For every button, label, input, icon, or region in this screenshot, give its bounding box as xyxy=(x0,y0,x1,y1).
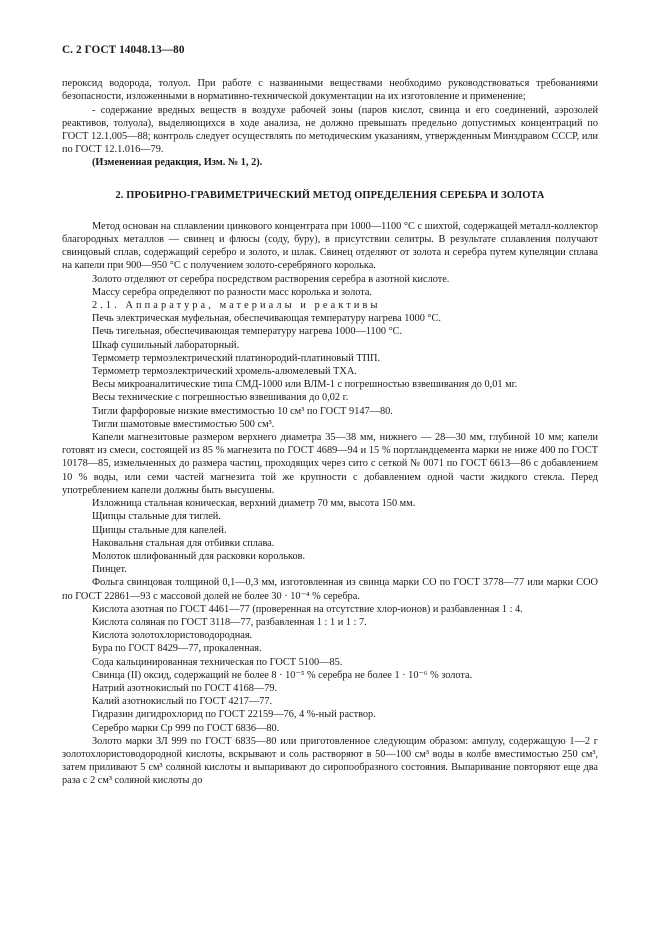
list-item: Серебро марки Ср 999 по ГОСТ 6836—80. xyxy=(92,722,280,734)
list-item: Золото марки ЗЛ 999 по ГОСТ 6835—80 или приготовленное следующим образом: ампулу, содержащую 1—2 г золотохлористоводородной кислоты, вскрывают и соль растворяют в 50—100 см³ воды в колбе вместимостью 250 см³, затем приливают 5 см³ соляной кислоты и выпаривают до сиропообразного состояния. Выпаривание повторяют еще два раза с 2 см³ соляной кислоты до xyxy=(62,735,598,787)
list-item: Шкаф сушильный лабораторный. xyxy=(92,339,240,351)
method-paragraph: Массу серебра определяют по разности масс королька и золота. xyxy=(92,286,372,298)
list-item: Щипцы стальные для тиглей. xyxy=(92,511,221,523)
method-paragraph: Метод основан на сплавлении цинкового концентрата при 1000—1100 °С с шихтой, содержащей металл-коллектор благородных металлов — свинец и флюсы (соду, буру), в присутствии селитры. В результате сплавления получают свинцовый сплав, содержащий серебро и золото, и шлак. Свинец отделяют от золота и серебра путем купеляции сплава на капели при 900—950 °С с получением золото-серебряного королька. xyxy=(62,220,598,272)
list-item: Термометр термоэлектрический хромель-алюмелевый ТХА. xyxy=(92,366,357,378)
method-paragraph: Золото отделяют от серебра посредством растворения серебра в азотной кислоте. xyxy=(92,273,450,285)
list-item: Печь тигельная, обеспечивающая температуру нагрева 1000—1100 °С. xyxy=(92,326,403,338)
list-item: Свинца (II) оксид, содержащий не более 8 · 10⁻⁵ % серебра не более 1 · 10⁻⁶ % золота. xyxy=(92,669,473,681)
list-item: Весы микроаналитические типа СМД-1000 или ВЛМ-1 с погрешностью взвешивания до 0,01 мг. xyxy=(92,379,518,391)
list-item: Кислота соляная по ГОСТ 3118—77, разбавленная 1 : 1 и 1 : 7. xyxy=(92,616,367,628)
list-item: Сода кальцинированная техническая по ГОСТ 5100—85. xyxy=(92,656,343,668)
document-page xyxy=(62,44,598,788)
list-item: Пинцет. xyxy=(92,564,127,576)
equipment-list xyxy=(62,312,598,787)
list-item: Кислота азотная по ГОСТ 4461—77 (проверенная на отсутствие хлор-ионов) и разбавленная 1 : 4. xyxy=(92,603,523,615)
list-item: Наковальня стальная для отбивки сплава. xyxy=(92,537,275,549)
list-item: Фольга свинцовая толщиной 0,1—0,3 мм, изготовленная из свинца марки СО по ГОСТ 3778—77 или марки СОО по ГОСТ 22861—93 с массовой долей не более 30 · 10⁻⁴ % серебра. xyxy=(62,577,598,602)
page-header: С. 2 ГОСТ 14048.13—80 xyxy=(62,44,185,56)
section-title: 2. ПРОБИРНО-ГРАВИМЕТРИЧЕСКИЙ МЕТОД ОПРЕДЕЛЕНИЯ СЕРЕБРА И ЗОЛОТА xyxy=(115,189,545,201)
list-item: Тигли шамотовые вместимостью 500 см³. xyxy=(92,418,275,430)
list-item: Весы технические с погрешностью взвешивания до 0,02 г. xyxy=(92,392,349,404)
intro-paragraph: - содержание вредных веществ в воздухе рабочей зоны (паров кислот, свинца и его соединений, аэрозолей реактивов, толуола), выделяющихся в ходе анализа, не должно превышать предельно допустимых концентраций по ГОСТ 12.1.005—88; контроль следует осуществлять по методическим указаниям, утвержденным Минздравом СССР, или по ГОСТ 12.1.016—79. xyxy=(62,104,598,156)
intro-paragraph: пероксид водорода, толуол. При работе с названными веществами необходимо руководствоваться требованиями безопасности, изложенными в нормативно-технической документации на их изготовление и применение; xyxy=(62,78,598,103)
list-item: Гидразин дигидрохлорид по ГОСТ 22159—76, 4 %-ный раствор. xyxy=(92,709,376,721)
list-item: Капели магнезитовые размером верхнего диаметра 35—38 мм, нижнего — 28—30 мм, глубиной 10 мм; капели готовят из смеси, состоящей из 85 % магнезита по ГОСТ 4689—94 и 15 % портландцемента марки не ниже 400 по ГОСТ 10178—85, измельченных до размера частиц, проходящих через сито с сеткой № 0071 по ГОСТ 6613—86 с добавлением 10 % воды, или семи частей магнезита той же крупности с добавлением одной части жидкого стекла. Перед употреблением капели должны быть высушены. xyxy=(62,432,598,496)
subsection-title: 2.1. Аппаратура, материалы и реактивы xyxy=(92,300,381,312)
list-item: Термометр термоэлектрический платинородий-платиновый ТПП. xyxy=(92,352,381,364)
edition-note: (Измененная редакция, Изм. № 1, 2). xyxy=(92,157,263,169)
list-item: Кислота золотохлористоводородная. xyxy=(92,630,253,642)
list-item: Щипцы стальные для капелей. xyxy=(92,524,227,536)
list-item: Калий азотнокислый по ГОСТ 4217—77. xyxy=(92,696,273,708)
list-item: Изложница стальная коническая, верхний диаметр 70 мм, высота 150 мм. xyxy=(92,498,416,510)
list-item: Тигли фарфоровые низкие вместимостью 10 см³ по ГОСТ 9147—80. xyxy=(92,405,393,417)
list-item: Натрий азотнокислый по ГОСТ 4168—79. xyxy=(92,682,278,694)
list-item: Молоток шлифованный для расковки корольков. xyxy=(92,550,306,562)
list-item: Бура по ГОСТ 8429—77, прокаленная. xyxy=(92,643,262,655)
list-item: Печь электрическая муфельная, обеспечивающая температуру нагрева 1000 °С. xyxy=(92,313,441,325)
